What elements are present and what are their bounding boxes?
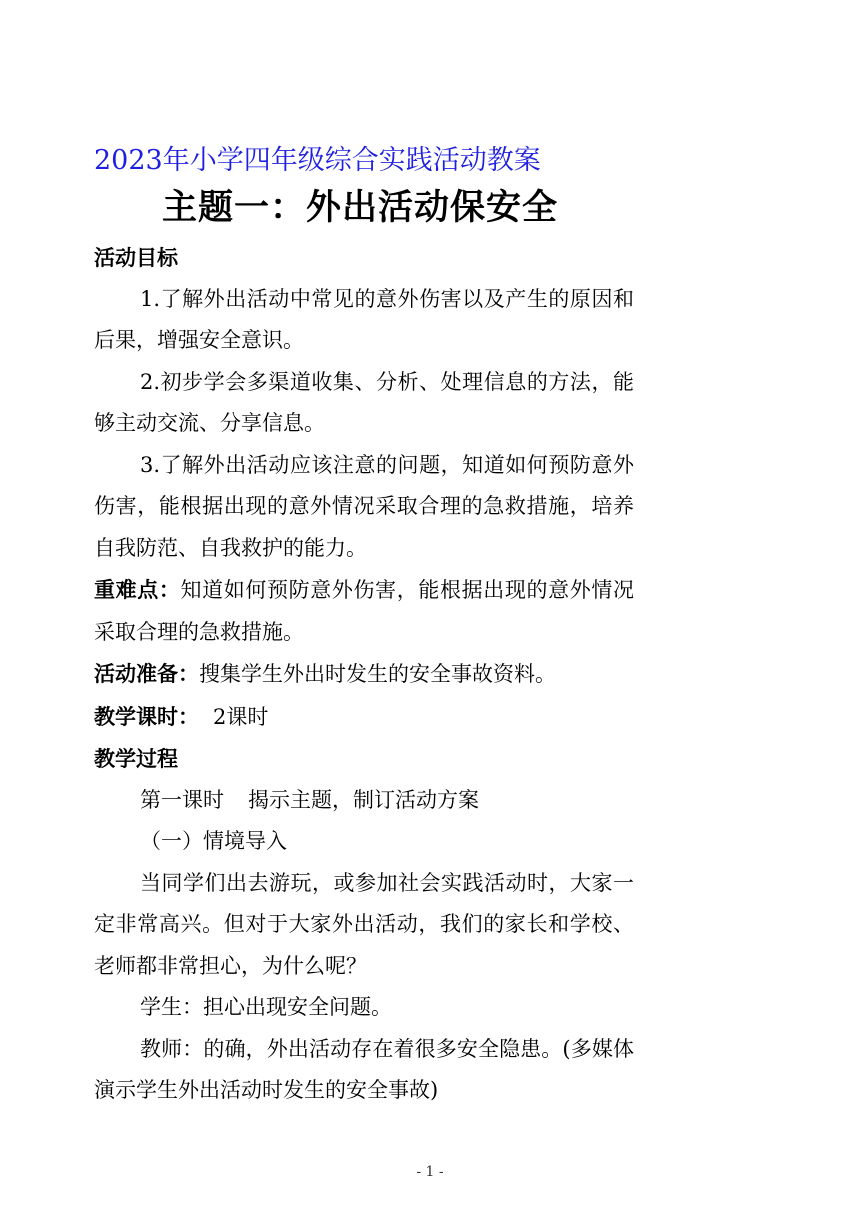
preparation-text: 搜集学生外出时发生的安全事故资料。	[199, 662, 556, 686]
process-paragraph: 学生：担心出现安全问题。	[140, 995, 392, 1019]
lesson-line	[94, 780, 634, 822]
preparation-paragraph	[94, 653, 634, 696]
lesson-label: 第一课时	[140, 787, 224, 812]
process-paragraph: 当同学们出去游玩，或参加社会实践活动时，大家一定非常高兴。但对于大家外出活动，我们的家长和学校、老师都非常担心，为什么呢？	[94, 870, 634, 978]
objective-item: 3.了解外出活动应该注意的问题，知道如何预防意外伤害，能根据出现的意外情况采取合理的急救措施，培养自我防范、自我救护的能力。	[94, 452, 634, 560]
document-body	[94, 237, 634, 1112]
process-paragraph: 教师：的确，外出活动存在着很多安全隐患。(多媒体演示学生外出活动时发生的安全事故)	[94, 1036, 634, 1102]
key-points-paragraph	[94, 569, 634, 653]
preparation-label: 活动准备：	[94, 661, 199, 686]
process-heading: 教学过程	[94, 746, 178, 771]
lesson-title: 揭示主题，制订活动方案	[248, 787, 479, 812]
objective-item: 1.了解外出活动中常见的意外伤害以及产生的原因和后果，增强安全意识。	[94, 286, 634, 352]
topic-title: 主题一：外出活动保安全	[162, 187, 559, 228]
objectives-heading: 活动目标	[94, 245, 178, 270]
key-points-text: 知道如何预防意外伤害，能根据出现的意外情况采取合理的急救措施。	[94, 578, 634, 644]
class-hours-label: 教学课时：	[94, 703, 199, 729]
objective-item: 2.初步学会多渠道收集、分析、处理信息的方法，能够主动交流、分享信息。	[94, 369, 634, 435]
class-hours-text: 2课时	[213, 704, 269, 729]
document-title: 2023年小学四年级综合实践活动教案	[94, 145, 541, 176]
key-points-label: 重难点：	[94, 577, 181, 602]
class-hours-paragraph	[94, 696, 634, 739]
section-heading: （一）情境导入	[140, 829, 287, 853]
page-number: - 1 -	[416, 1164, 444, 1180]
